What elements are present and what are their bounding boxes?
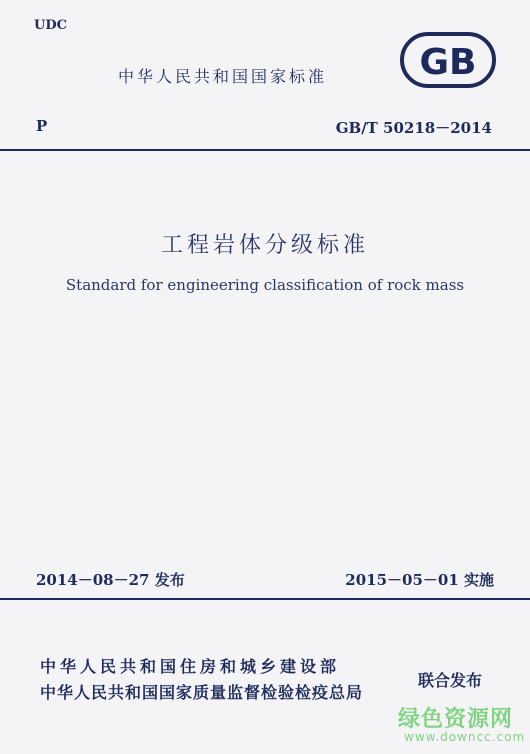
watermark-site-name: 绿色资源网 [398, 707, 514, 732]
title-english: Standard for engineering classification of rock mass [65, 276, 465, 294]
issuer-ministry: 中华人民共和国住房和城乡建设部 [40, 657, 341, 676]
udc-label: UDC [34, 18, 67, 33]
gb-logo-text: GB [419, 42, 477, 83]
joint-release-label: 联合发布 [418, 671, 483, 690]
watermark-url: www.downcc.com [404, 730, 526, 744]
classification-code: P [36, 117, 48, 135]
standard-number: GB/T 50218－2014 [335, 119, 492, 137]
issuer-aqsiq: 中华人民共和国国家质量监督检验检疫总局 [40, 683, 364, 702]
national-standard-label: 中华人民共和国国家标准 [118, 67, 328, 86]
issue-date: 2014－08－27 发布 [36, 571, 185, 589]
title-chinese: 工程岩体分级标准 [160, 233, 369, 258]
implementation-date: 2015－05－01 实施 [345, 571, 494, 589]
top-divider [0, 149, 530, 151]
gb-logo [400, 32, 496, 88]
bottom-divider [0, 598, 530, 600]
